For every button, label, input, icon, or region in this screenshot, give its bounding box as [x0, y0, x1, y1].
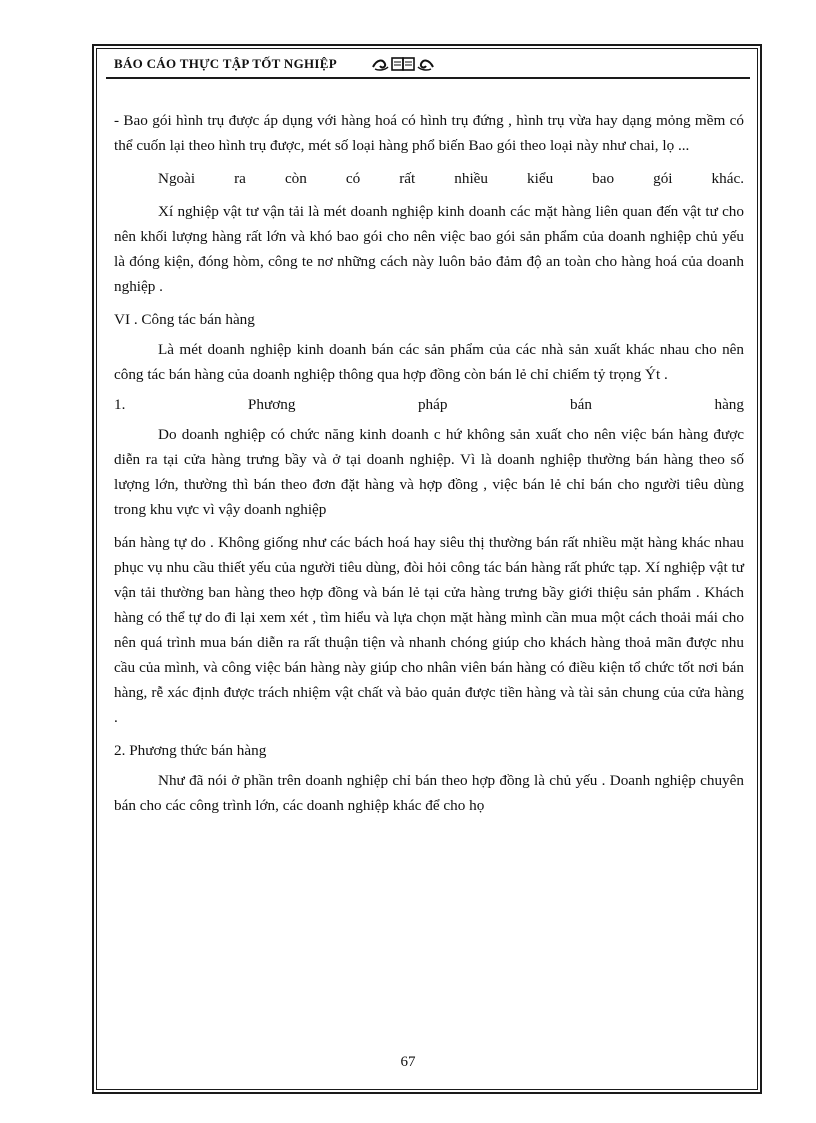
page-content	[114, 108, 744, 818]
paragraph-retail-sales: bán hàng tự do . Không giống như các bách hoá hay siêu thị thường bán rất nhiều mặt hàng khác nhau phục vụ nhu cầu thiết yếu của người tiêu dùng, đòi hỏi công tác bán hàng rất phức tạp. Xí nghiệp vật tư vận tải thường ban hàng theo hợp đồng và bán lẻ tại cửa hàng trưng bầy giới thiệu sản phẩm . Khách hàng có thể tự do đi lại xem xét , tìm hiểu và lựa chọn mặt hàng mình cần mua một cách thoải mái cho nên quá trình mua bán diễn ra rất thuận tiện và nhanh chóng giúp cho khách hàng thoả mãn được nhu cầu của mình, và công việc bán hàng này giúp cho nhân viên bán hàng có điều kiện tổ chức tốt nơi bán hàng, rễ xác định được trách nhiệm vật chất và bảo quản được tiền hàng và tài sản chung của cửa hàng .	[114, 534, 744, 726]
page-header	[114, 52, 734, 76]
section-heading-sales-mode: 2. Phương thức bán hàng	[114, 742, 267, 759]
paragraph-cylindrical-packaging: - Bao gói hình trụ được áp dụng với hàng hoá có hình trụ đứng , hình trụ vừa hay dạng mỏng mềm có thể cuốn lại theo hình trụ được, mét số loại hàng phổ biến Bao gói theo loại này như chai, lọ ...	[114, 112, 744, 154]
paragraph-sales-method: Do doanh nghiệp có chức năng kinh doanh c hứ không sản xuất cho nên việc bán hàng được diễn ra tại cửa hàng trưng bầy và ở tại doanh nghiệp. Vì là doanh nghiệp thường bán hàng theo số lượng lớn, thường thì bán theo đơn đặt hàng và hợp đồng , việc bán lẻ chỉ bán cho người tiêu dùng trong khu vực vì vậy doanh nghiệp	[114, 426, 744, 518]
paragraph-sales-mode: Như đã nói ở phần trên doanh nghiệp chỉ bán theo hợp đồng là chủ yếu . Doanh nghiệp chuyên bán cho các công trình lớn, các doanh nghiệp khác để cho họ	[114, 772, 744, 814]
book-ornament-icon	[371, 55, 435, 73]
header-title: BÁO CÁO THỰC TẬP TỐT NGHIỆP	[114, 56, 338, 71]
section-heading-sales-method: 1. Phương pháp bán hàng	[114, 396, 744, 413]
page-number: 67	[400, 1054, 416, 1070]
paragraph-sales-overview: Là mét doanh nghiệp kinh doanh bán các sản phẩm của các nhà sản xuất khác nhau cho nên công tác bán hàng của doanh nghiệp thông qua hợp đồng còn bán lẻ chỉ chiếm tỷ trọng Ýt .	[114, 341, 744, 383]
paragraph-other-packaging: Ngoài ra còn có rất nhiều kiểu bao gói khác.	[158, 170, 744, 187]
paragraph-enterprise-packaging: Xí nghiệp vật tư vận tải là mét doanh nghiệp kinh doanh các mặt hàng liên quan đến vật tư cho nên khối lượng hàng rất lớn và khó bao gói cho nên việc bao gói sản phẩm của doanh nghiệp chủ yếu là đóng kiện, đóng hòm, công te nơ những cách này luôn bảo đảm độ an toàn cho hàng hoá của doanh nghiệp .	[114, 203, 744, 295]
section-heading-sales: VI . Công tác bán hàng	[114, 311, 255, 328]
header-rule	[106, 77, 750, 79]
